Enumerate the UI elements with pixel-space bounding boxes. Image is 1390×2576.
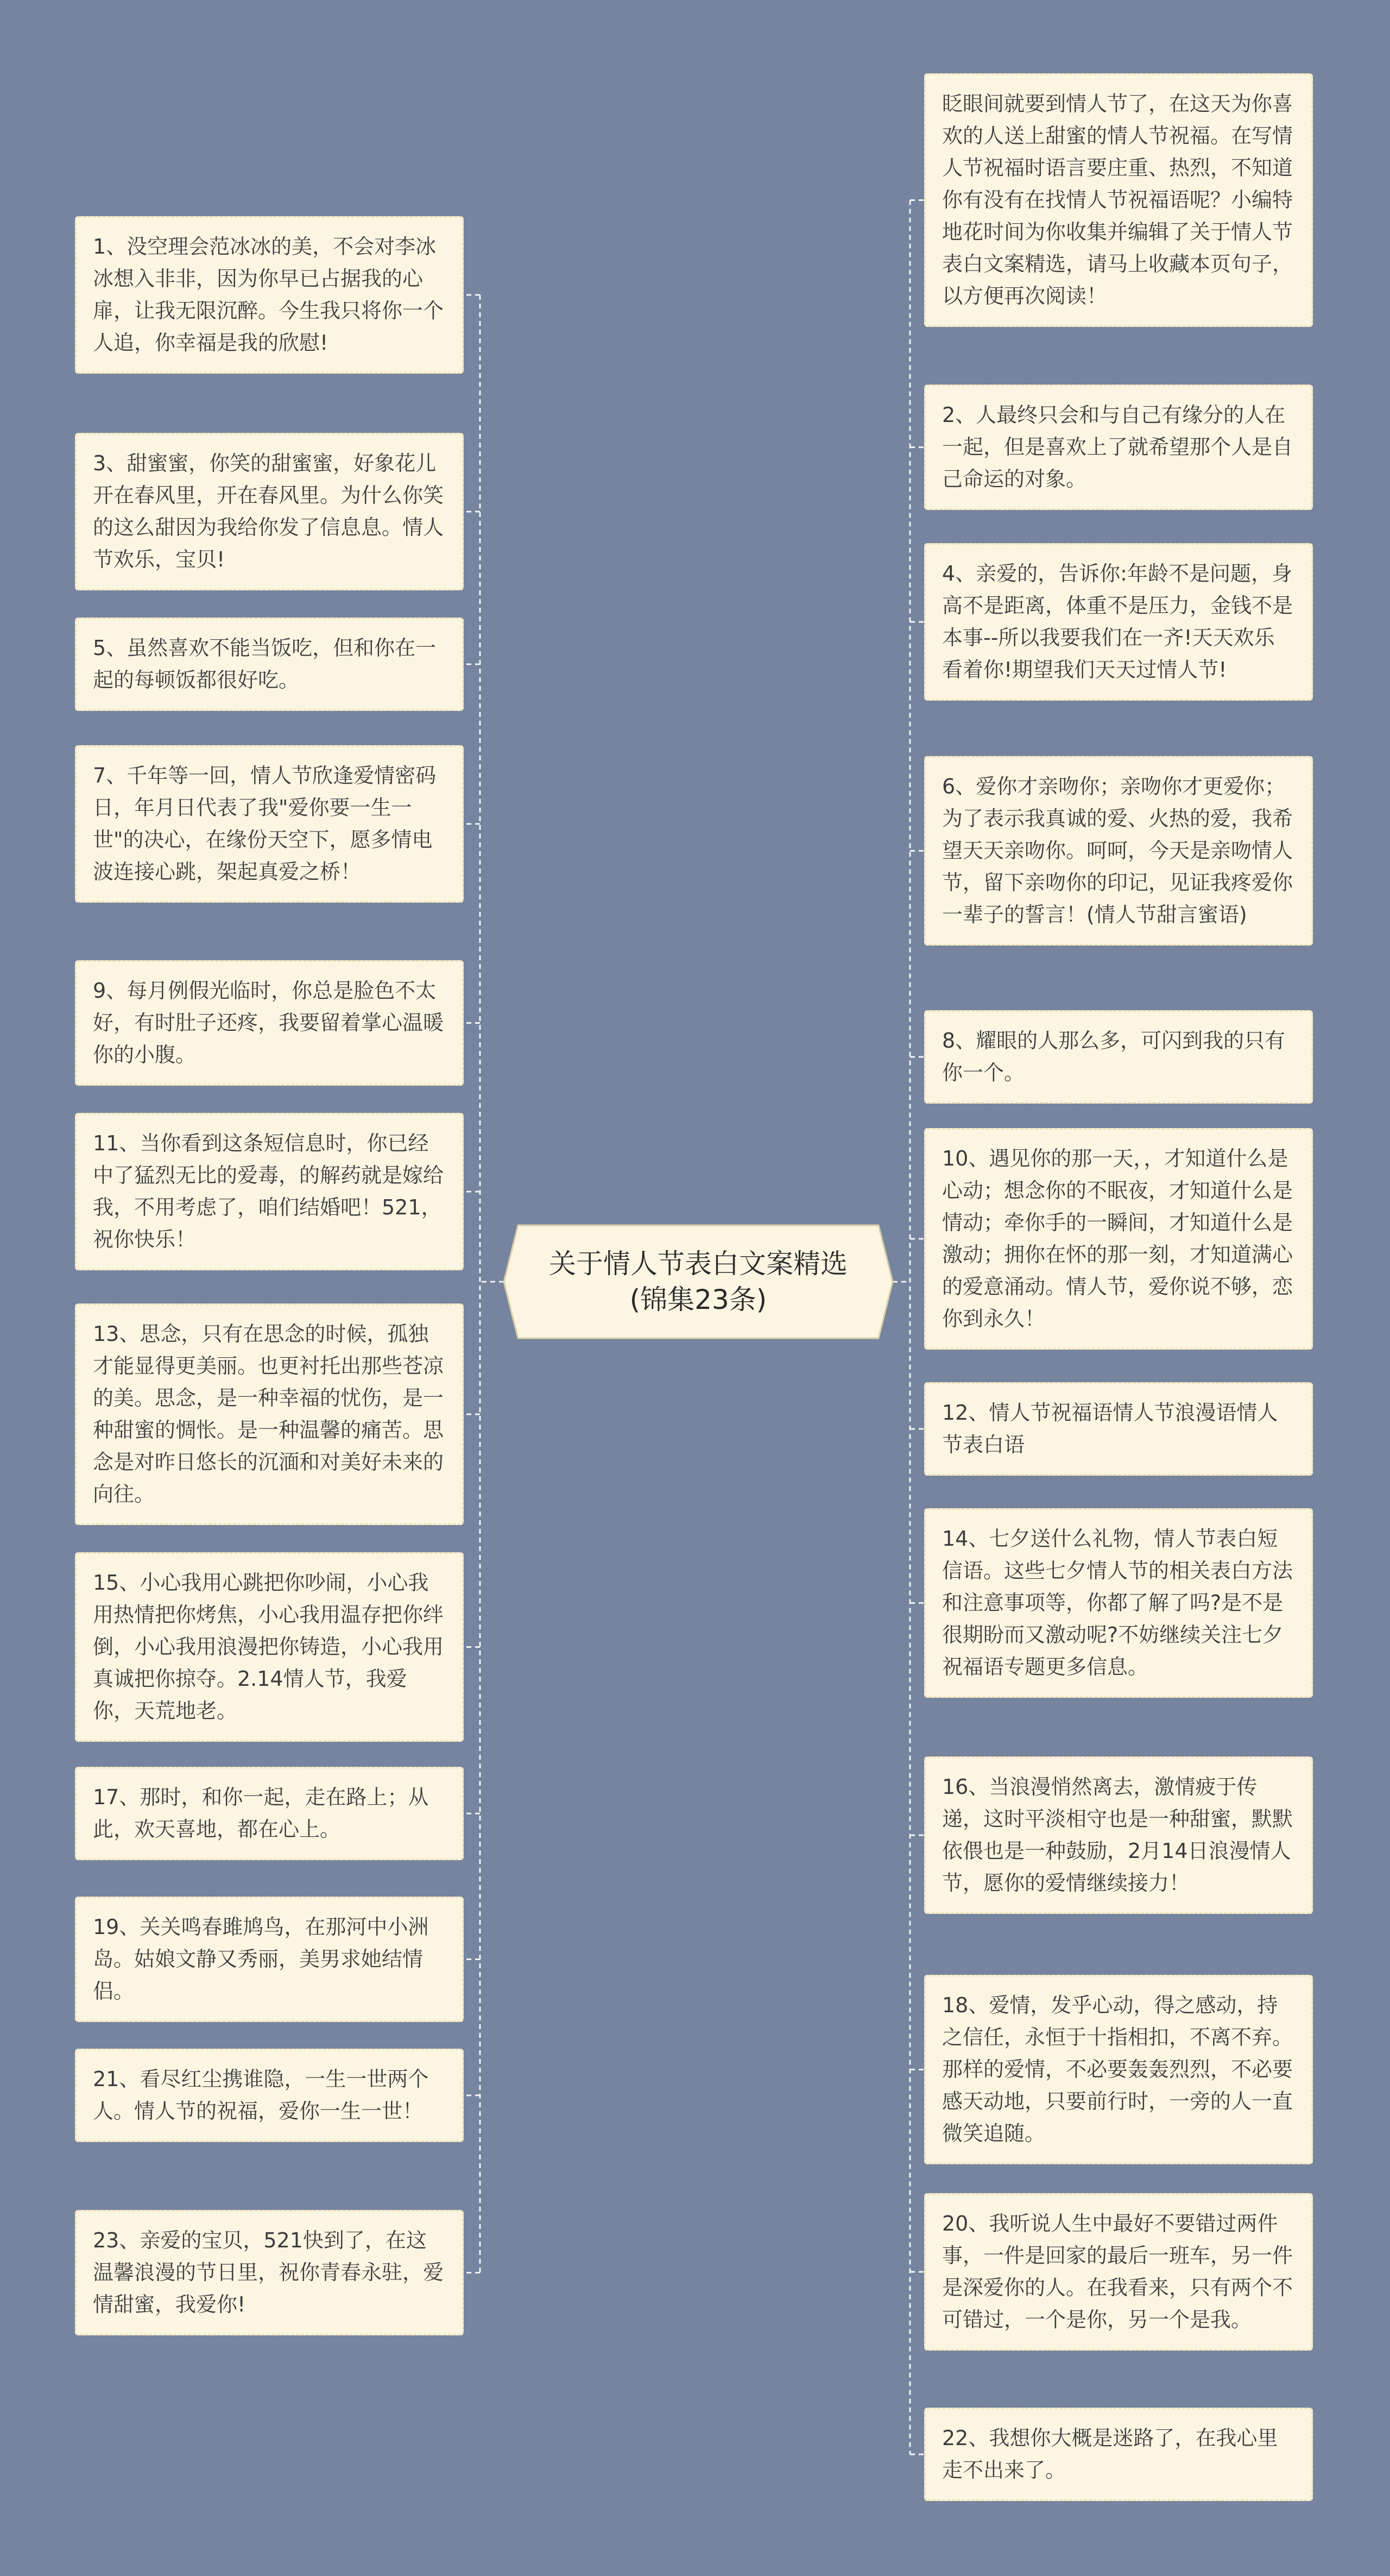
- left-node-5[interactable]: 5、虽然喜欢不能当饭吃，但和你在一起的每顿饭都很好吃。: [75, 618, 464, 711]
- right-node-2[interactable]: 2、人最终只会和与自己有缘分的人在一起，但是喜欢上了就希望那个人是自己命运的对象。: [924, 385, 1313, 510]
- left-node-7[interactable]: 7、千年等一回，情人节欣逢爱情密码日，年月日代表了我"爱你要一生一世"的决心，在缘份天空下，愿多情电波连接心跳，架起真爱之桥！: [75, 745, 464, 903]
- right-node-6[interactable]: 6、爱你才亲吻你；亲吻你才更爱你；为了表示我真诚的爱、火热的爱，我希望天天亲吻你。呵呵，今天是亲吻情人节，留下亲吻你的印记，见证我疼爱你一辈子的誓言！(情人节甜言蜜语): [924, 756, 1313, 946]
- right-node-8[interactable]: 8、耀眼的人那么多，可闪到我的只有你一个。: [924, 1010, 1313, 1104]
- center-title: 关于情人节表白文案精选(锦集23条): [549, 1248, 848, 1315]
- left-node-13[interactable]: 13、思念，只有在思念的时候，孤独才能显得更美丽。也更衬托出那些苍凉的美。思念，是一种幸福的忧伤，是一种甜蜜的惆怅。是一种温馨的痛苦。思念是对昨日悠长的沉湎和对美好未来的向往。: [75, 1303, 464, 1525]
- right-node-14[interactable]: 14、七夕送什么礼物，情人节表白短信语。这些七夕情人节的相关表白方法和注意事项等，你都了解了吗?是不是很期盼而又激动呢?不妨继续关注七夕祝福语专题更多信息。: [924, 1508, 1313, 1698]
- left-node-19[interactable]: 19、关关鸣春雎鸠鸟，在那河中小洲岛。姑娘文静又秀丽，美男求她结情侣。: [75, 1897, 464, 2022]
- left-node-17[interactable]: 17、那时，和你一起，走在路上；从此，欢天喜地，都在心上。: [75, 1767, 464, 1860]
- left-node-23[interactable]: 23、亲爱的宝贝，521快到了，在这温馨浪漫的节日里，祝你青春永驻，爱情甜蜜，我爱你!: [75, 2210, 464, 2335]
- right-node-intro[interactable]: 眨眼间就要到情人节了，在这天为你喜欢的人送上甜蜜的情人节祝福。在写情人节祝福时语言要庄重、热烈，不知道你有没有在找情人节祝福语呢？小编特地花时间为你收集并编辑了关于情人节表白文案精选，请马上收藏本页句子，以方便再次阅读！: [924, 73, 1313, 327]
- left-node-9[interactable]: 9、每月例假光临时，你总是脸色不太好，有时肚子还疼，我要留着掌心温暖你的小腹。: [75, 960, 464, 1086]
- right-node-18[interactable]: 18、爱情，发乎心动，得之感动，持之信任，永恒于十指相扣，不离不弃。那样的爱情，不必要轰轰烈烈，不必要感天动地，只要前行时，一旁的人一直微笑追随。: [924, 1975, 1313, 2164]
- right-node-10[interactable]: 10、遇见你的那一天，，才知道什么是心动；想念你的不眠夜，才知道什么是情动；牵你手的一瞬间，才知道什么是激动；拥你在怀的那一刻，才知道满心的爱意涌动。情人节，爱你说不够，恋你到永久！: [924, 1128, 1313, 1350]
- right-node-12[interactable]: 12、情人节祝福语情人节浪漫语情人节表白语: [924, 1382, 1313, 1476]
- right-node-22[interactable]: 22、我想你大概是迷路了，在我心里走不出来了。: [924, 2408, 1313, 2501]
- right-node-20[interactable]: 20、我听说人生中最好不要错过两件事，一件是回家的最后一班车，另一件是深爱你的人。在我看来，只有两个不可错过，一个是你，另一个是我。: [924, 2193, 1313, 2351]
- left-node-1[interactable]: 1、没空理会范冰冰的美，不会对李冰冰想入非非，因为你早已占据我的心扉，让我无限沉醉。今生我只将你一个人追，你幸福是我的欣慰!: [75, 216, 464, 374]
- left-node-11[interactable]: 11、当你看到这条短信息时，你已经中了猛烈无比的爱毒，的解药就是嫁给我，不用考虑了，咱们结婚吧！521，祝你快乐！: [75, 1113, 464, 1270]
- right-node-4[interactable]: 4、亲爱的，告诉你:年龄不是问题，身高不是距离，体重不是压力，金钱不是本事--所以我要我们在一齐!天天欢乐看着你!期望我们天天过情人节!: [924, 543, 1313, 701]
- center-node[interactable]: [502, 1224, 895, 1340]
- right-node-16[interactable]: 16、当浪漫悄然离去，激情疲于传递，这时平淡相守也是一种甜蜜，默默依偎也是一种鼓励，2月14日浪漫情人节，愿你的爱情继续接力！: [924, 1756, 1313, 1914]
- left-node-21[interactable]: 21、看尽红尘携谁隐，一生一世两个人。情人节的祝福，爱你一生一世！: [75, 2049, 464, 2142]
- left-node-3[interactable]: 3、甜蜜蜜，你笑的甜蜜蜜，好象花儿开在春风里，开在春风里。为什么你笑的这么甜因为我给你发了信息息。情人节欢乐，宝贝!: [75, 433, 464, 590]
- left-node-15[interactable]: 15、小心我用心跳把你吵闹，小心我用热情把你烤焦，小心我用温存把你绊倒，小心我用浪漫把你铸造，小心我用真诚把你掠夺。2.14情人节，我爱你，天荒地老。: [75, 1552, 464, 1742]
